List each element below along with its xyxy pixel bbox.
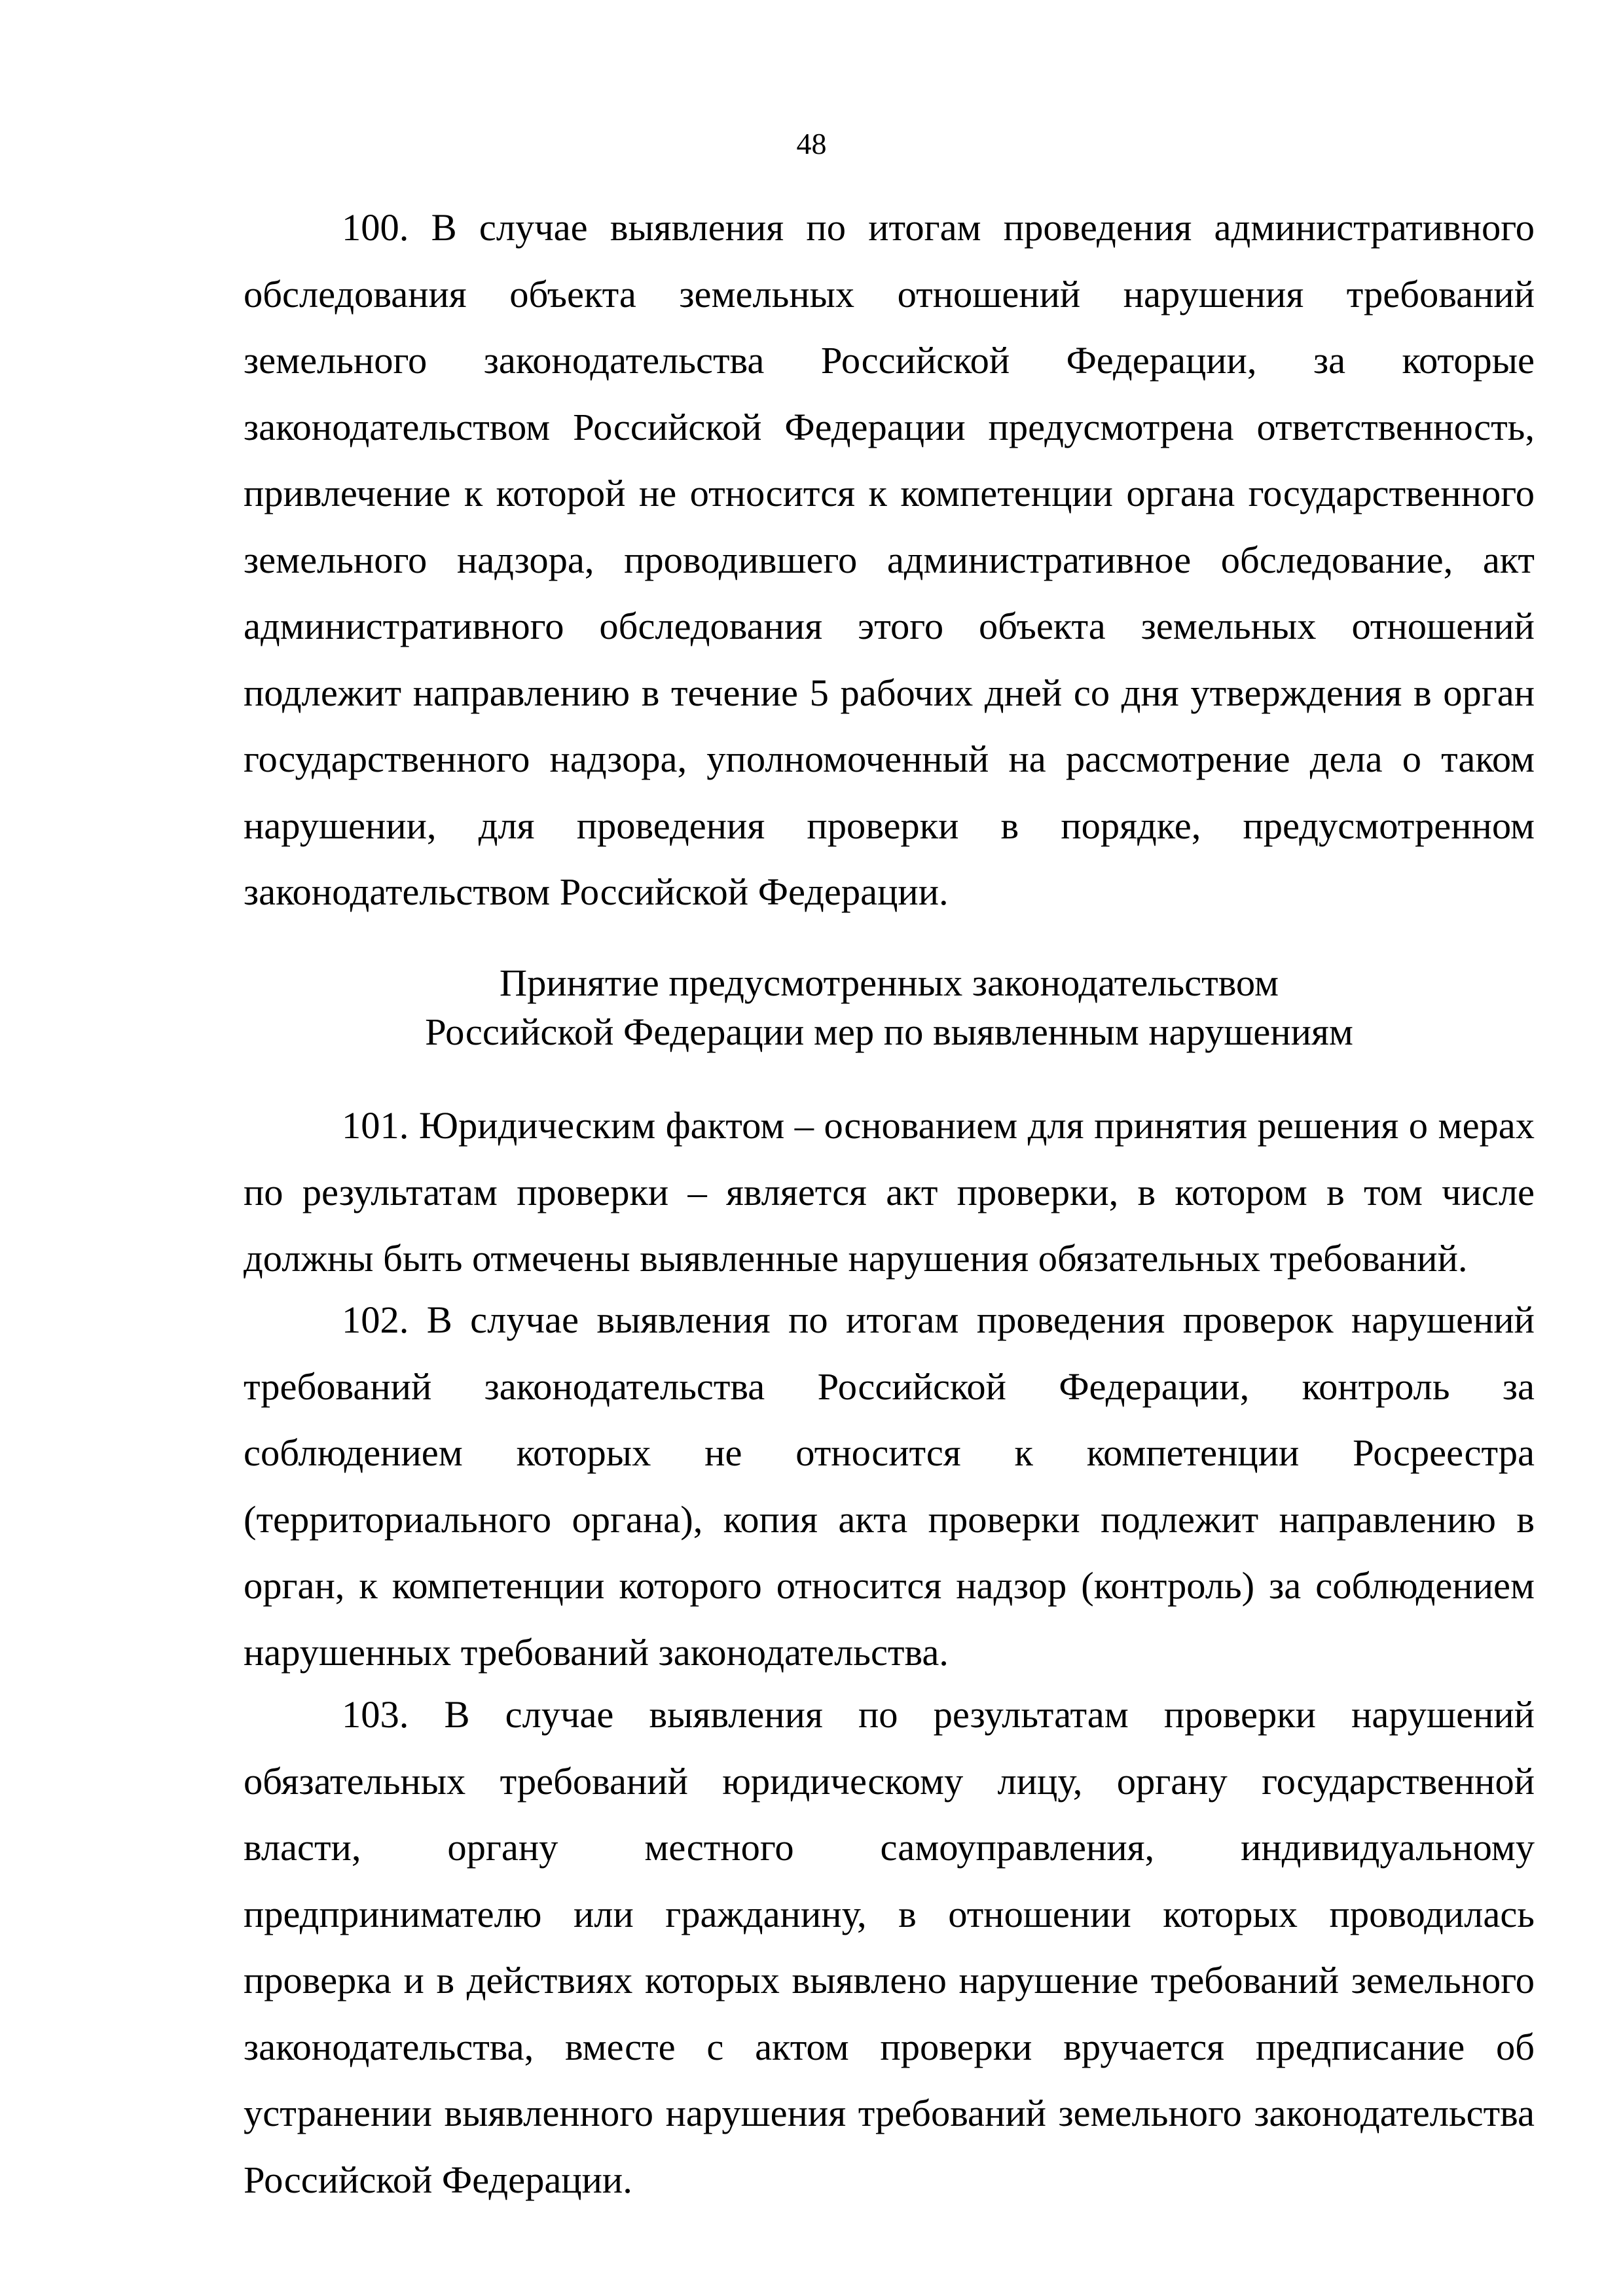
section-heading [244,958,1535,1056]
paragraph-100: 100. В случае выявления по итогам проведения административного обследования объекта земельных отношений нарушения требований земельного законодательства Российской Федерации, за которые законодательством Российской Федерации предусмотрена ответственность, привлечение к которой не относится к компетенции органа государственного земельного надзора, проводившего административное обследование, акт административного обследования этого объекта земельных отношений подлежит направлению в течение 5 рабочих дней со дня утверждения в орган государственного надзора, уполномоченный на рассмотрение дела о таком нарушении, для проведения проверки в порядке, предусмотренном законодательством Российской Федерации. [244,206,1535,913]
section-heading-line-1: Принятие предусмотренных законодательством [499,961,1279,1004]
paragraph-103: 103. В случае выявления по результатам проверки нарушений обязательных требований юридическому лицу, органу государственной власти, органу местного самоуправления, индивидуальному предпринимателю или гражданину, в отношении которых проводилась проверка и в действиях которых выявлено нарушение требований земельного законодательства, вместе с актом проверки вручается предписание об устранении выявленного нарушения требований земельного законодательства Российской Федерации. [244,1693,1535,2201]
section-heading-line-2: Российской Федерации мер по выявленным нарушениям [425,1011,1353,1053]
paragraph-102: 102. В случае выявления по итогам проведения проверок нарушений требований законодательства Российской Федерации, контроль за соблюдением которых не относится к компетенции Росреестра (территориального органа), копия акта проверки подлежит направлению в орган, к компетенции которого относится надзор (контроль) за соблюдением нарушенных требований законодательства. [244,1299,1535,1674]
paragraph-101: 101. Юридическим фактом – основанием для принятия решения о мерах по результатам проверки – является акт проверки, в котором в том числе должны быть отмечены выявленные нарушения обязательных требований. [244,1104,1535,1280]
page-number: 48 [796,127,827,160]
